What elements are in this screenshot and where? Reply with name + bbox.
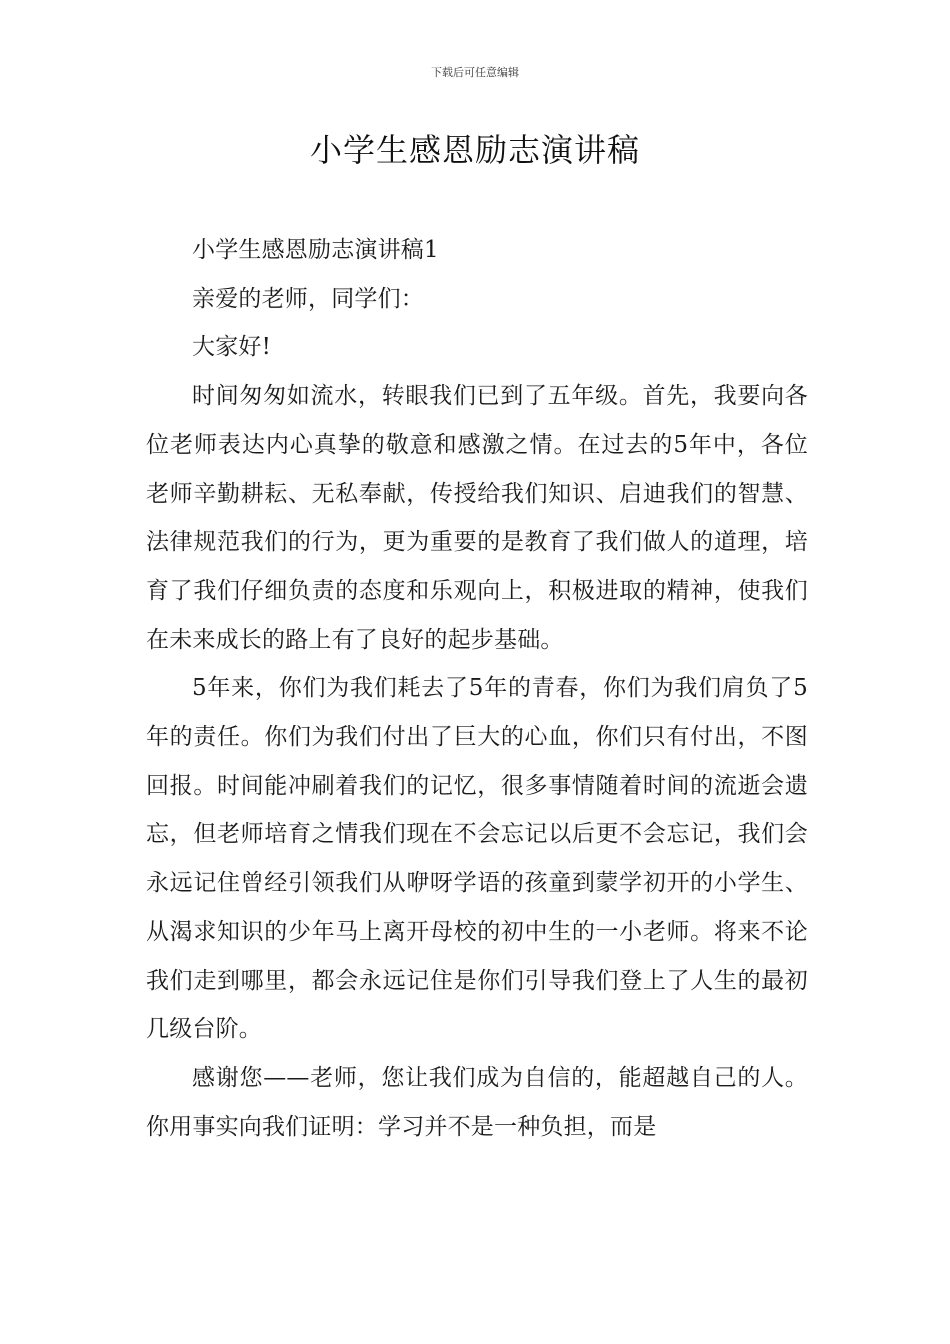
paragraph-greeting: 大家好!	[192, 334, 272, 361]
document-body	[146, 226, 808, 1151]
paragraph-subtitle: 小学生感恩励志演讲稿1	[192, 237, 439, 263]
document-title: 小学生感恩励志演讲稿	[309, 131, 640, 169]
paragraph: 感谢您——老师，您让我们成为自信的，能超越自己的人。你用事实向我们证明：学习并不是一种负担，而是	[146, 1064, 808, 1140]
paragraph: 时间匆匆如流水，转眼我们已到了五年级。首先，我要向各位老师表达内心真挚的敬意和感激之情。在过去的5年中，各位老师辛勤耕耘、无私奉献，传授给我们知识、启迪我们的智慧、法律规范我们的行为，更为重要的是教育了我们做人的道理，培育了我们仔细负责的态度和乐观向上，积极进取的精神，使我们在未来成长的路上有了良好的起步基础。	[146, 383, 808, 653]
paragraph: 5年来，你们为我们耗去了5年的青春，你们为我们肩负了5年的责任。你们为我们付出了巨大的心血，你们只有付出，不图回报。时间能冲刷着我们的记忆，很多事情随着时间的流逝会遗忘，但老师培育之情我们现在不会忘记以后更不会忘记，我们会永远记住曾经引领我们从咿呀学语的孩童到蒙学初开的小学生、从渴求知识的少年马上离开母校的初中生的一小老师。将来不论我们走到哪里，都会永远记住是你们引导我们登上了人生的最初几级台阶。	[146, 675, 808, 1043]
header-note: 下载后可任意编辑	[431, 66, 519, 79]
paragraph-salutation: 亲爱的老师，同学们：	[192, 285, 424, 312]
